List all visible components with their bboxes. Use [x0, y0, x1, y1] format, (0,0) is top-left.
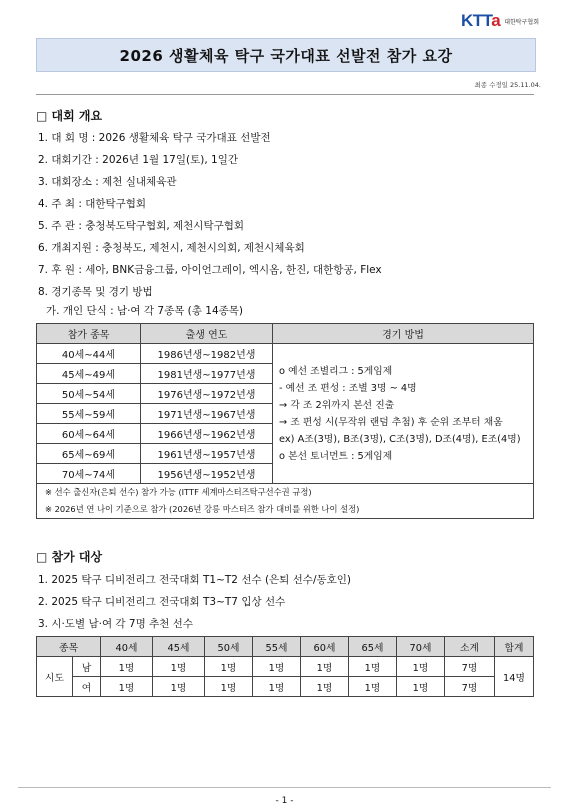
eligibility-item: 2. 2025 탁구 디비전리그 전국대회 T3~T7 입상 선수	[38, 596, 286, 608]
divider	[36, 94, 534, 95]
quota-cell: 1명	[301, 677, 349, 697]
gender-cell: 여	[73, 677, 101, 697]
header-age: 55세	[253, 637, 301, 657]
revision-date: 최종 수정일 25.11.04.	[474, 81, 541, 89]
method-line: ex) A조(3명), B조(3명), C조(3명), D조(4명), E조(4명)	[279, 433, 521, 445]
age-cell: 45세~49세	[37, 364, 141, 384]
quota-cell: 1명	[349, 677, 397, 697]
overview-item: 3. 대회장소 : 제천 실내체육관	[38, 176, 177, 188]
header-event: 참가 종목	[37, 324, 141, 344]
subtotal-cell: 7명	[445, 677, 495, 697]
gender-cell: 남	[73, 657, 101, 677]
birth-cell: 1981년생~1977년생	[141, 364, 273, 384]
overview-item: 4. 주 최 : 대한탁구협회	[38, 198, 147, 210]
header-subtotal: 소계	[445, 637, 495, 657]
birth-cell: 1976년생~1972년생	[141, 384, 273, 404]
table-notes	[37, 484, 534, 519]
age-cell: 70세~74세	[37, 464, 141, 484]
header-birth-year: 출생 연도	[141, 324, 273, 344]
method-cell	[273, 344, 534, 484]
header-total: 합계	[495, 637, 534, 657]
footer-divider	[18, 787, 551, 788]
quota-cell: 1명	[153, 677, 205, 697]
age-cell: 40세~44세	[37, 344, 141, 364]
quota-cell: 1명	[101, 657, 153, 677]
birth-cell: 1986년생~1982년생	[141, 344, 273, 364]
overview-item: 2. 대회기간 : 2026년 1월 17일(토), 1일간	[38, 154, 238, 166]
overview-item: 1. 대 회 명 : 2026 생활체육 탁구 국가대표 선발전	[38, 132, 271, 144]
method-line: - 예선 조 편성 : 조별 3명 ~ 4명	[279, 382, 417, 394]
age-cell: 60세~64세	[37, 424, 141, 444]
birth-cell: 1971년생~1967년생	[141, 404, 273, 424]
table-row	[37, 677, 534, 697]
method-line: o 본선 토너먼트 : 5게임제	[279, 450, 393, 462]
eligibility-item: 3. 시·도별 남·여 각 7명 추천 선수	[38, 618, 193, 630]
method-line: → 조 편성 시(무작위 랜덤 추첨) 후 순위 조부터 채움	[279, 416, 503, 428]
page-number: - 1 -	[275, 796, 294, 806]
logo	[461, 10, 539, 32]
region-cell: 시도	[37, 657, 73, 697]
overview-item: 8. 경기종목 및 경기 방법	[38, 286, 153, 298]
total-cell: 14명	[495, 657, 534, 697]
age-cell: 50세~54세	[37, 384, 141, 404]
quota-cell: 1명	[205, 677, 253, 697]
quota-cell: 1명	[301, 657, 349, 677]
header-method: 경기 방법	[273, 324, 534, 344]
method-line: → 각 조 2위까지 본선 진출	[279, 399, 395, 411]
method-line: o 예선 조별리그 : 5게임제	[279, 365, 393, 377]
note-line: ※ 2026년 연 나이 기준으로 참가 (2026년 강릉 마스터즈 참가 대비를 위한 나이 설정)	[45, 504, 360, 514]
header-age: 65세	[349, 637, 397, 657]
header-age: 60세	[301, 637, 349, 657]
quota-cell: 1명	[205, 657, 253, 677]
header-age: 70세	[397, 637, 445, 657]
section-heading-overview: □ 대회 개요	[36, 109, 103, 123]
header-age: 40세	[101, 637, 153, 657]
table-row	[37, 657, 534, 677]
header-category: 종목	[37, 637, 101, 657]
birth-cell: 1961년생~1957년생	[141, 444, 273, 464]
quota-cell: 1명	[253, 657, 301, 677]
event-subitem: 가. 개인 단식 : 남·여 각 7종목 (총 14종목)	[46, 305, 244, 317]
quota-cell: 1명	[153, 657, 205, 677]
eligibility-item: 1. 2025 탁구 디비전리그 전국대회 T1~T2 선수 (은퇴 선수/동호인)	[38, 574, 352, 586]
document-title: 2026 생활체육 탁구 국가대표 선발전 참가 요강	[36, 38, 536, 72]
quota-cell: 1명	[349, 657, 397, 677]
overview-item: 5. 주 관 : 충청북도탁구협회, 제천시탁구협회	[38, 220, 245, 232]
section-heading-eligibility: □ 참가 대상	[36, 550, 103, 564]
quota-cell: 1명	[101, 677, 153, 697]
quota-cell: 1명	[253, 677, 301, 697]
header-age: 45세	[153, 637, 205, 657]
subtotal-cell: 7명	[445, 657, 495, 677]
logo-text: 대한탁구협회	[504, 18, 539, 26]
events-table	[36, 323, 534, 519]
birth-cell: 1966년생~1962년생	[141, 424, 273, 444]
quota-cell: 1명	[397, 677, 445, 697]
note-line: ※ 선수 출신자(은퇴 선수) 참가 가능 (ITTF 세계마스터즈탁구선수권 규정)	[45, 487, 312, 497]
birth-cell: 1956년생~1952년생	[141, 464, 273, 484]
header-age: 50세	[205, 637, 253, 657]
overview-item: 7. 후 원 : 세아, BNK금융그룹, 아이언그레이, 엑시옴, 한진, 대한항공, Flex	[38, 264, 382, 276]
quota-cell: 1명	[397, 657, 445, 677]
overview-item: 6. 개최지원 : 충청북도, 제천시, 제천시의회, 제천시체육회	[38, 242, 305, 254]
age-cell: 55세~59세	[37, 404, 141, 424]
quota-table	[36, 636, 534, 697]
table-row	[37, 344, 534, 364]
age-cell: 65세~69세	[37, 444, 141, 464]
logo-mark: KTTa	[460, 11, 501, 30]
